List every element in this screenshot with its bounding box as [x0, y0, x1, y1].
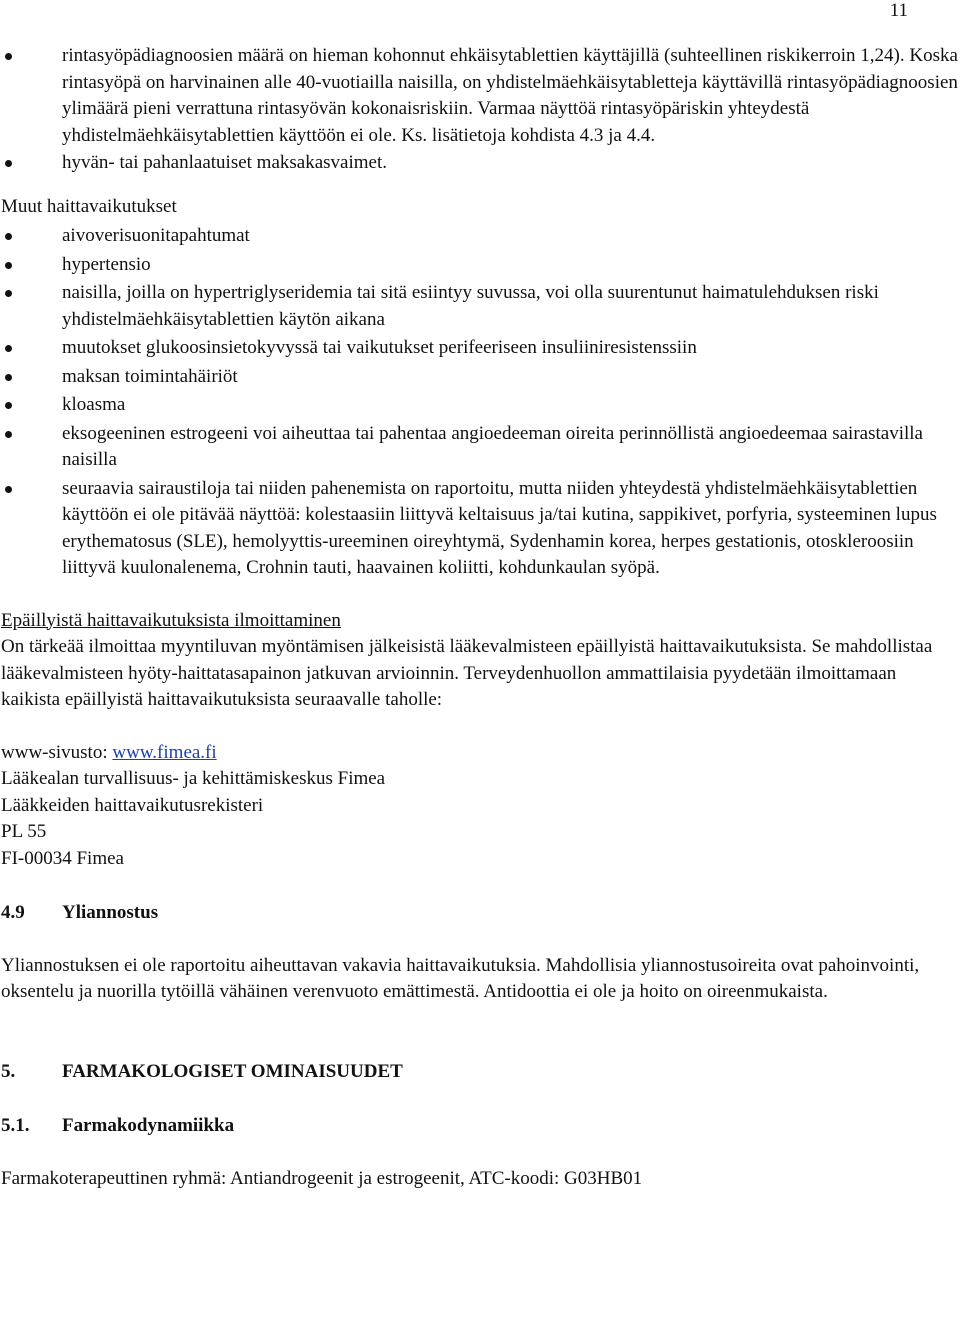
list-item: aivoverisuonitapahtumat [1, 223, 958, 250]
list-item: hypertensio [1, 252, 958, 279]
website-label: www-sivusto: [1, 741, 113, 763]
address-line: Lääkealan turvallisuus- ja kehittämiskeskus Fimea [1, 768, 386, 789]
list-item: kloasma [1, 392, 958, 419]
website-line [1, 740, 958, 767]
page-number: 11 [889, 0, 908, 21]
section-5-heading [1, 1059, 958, 1086]
other-effects-heading: Muut haittavaikutukset [1, 195, 177, 217]
list-item: muutokset glukoosinsietokyvyssä tai vaikutukset perifeeriseen insuliiniresistenssiin [1, 335, 958, 362]
document-body [1, 43, 958, 1192]
section-title: FARMAKOLOGISET OMINAISUUDET [62, 1060, 403, 1082]
section-number: 4.9 [1, 902, 25, 923]
list-item: maksan toimintahäiriöt [1, 364, 958, 391]
address-line: Lääkkeiden haittavaikutusrekisteri [1, 794, 264, 816]
section-5-1-heading [1, 1113, 958, 1140]
section-number: 5.1. [1, 1115, 30, 1136]
reporting-heading: Epäillyistä haittavaikutuksista ilmoittaminen [1, 609, 341, 631]
list-item: hyvän- tai pahanlaatuiset maksakasvaimet. [1, 150, 958, 177]
overdose-paragraph: Yliannostuksen ei ole raportoitu aiheuttavan vakavia haittavaikutuksia. Mahdollisia yliannostusoireita ovat pahoinvointi, oksentelu ja nuorilla tytöillä vähäinen verenvuoto emättimestä. Antidoottia ei ole ja hoito on oireenmukaista. [1, 954, 920, 1002]
top-bullet-list [1, 43, 958, 177]
list-item: rintasyöpädiagnoosien määrä on hieman kohonnut ehkäisytablettien käyttäjillä (suhteellinen riskikerroin 1,24). Koska rintasyöpä on harvinainen alle 40-vuotiailla naisilla, on yhdistelmäehkäisytabletteja käyttävillä rintasyöpädiagnoosien ylimäärä pieni verrattuna rintasyövän kokonaisriskiin. Varmaa näyttöä rintasyöpäriskin yhteydestä yhdistelmäehkäisytablettien käyttöön ei ole. Ks. lisätietoja kohdista 4.3 ja 4.4. [1, 43, 958, 149]
address-line: PL 55 [1, 821, 47, 842]
list-item: naisilla, joilla on hypertriglyseridemia tai sitä esiintyy suvussa, voi olla suurentunut haimatulehduksen riski yhdistelmäehkäisytablettien käytön aikana [1, 280, 958, 333]
list-item: seuraavia sairaustiloja tai niiden pahenemista on raportoitu, mutta niiden yhteydestä yhdistelmäehkäisytablettien käyttöön ei ole pitävää näyttöä: kolestaasiin liittyvä keltaisuus ja/tai kutina, sappikivet, porfyria, systeeminen lupus erythematosus (SLE), hemolyyttis-ureeminen oireyhtymä, Sydenhamin korea, herpes gestationis, otoskleroosiin liittyvä kuulonalenema, Crohnin tauti, haavainen koliitti, kohdunkaulan syöpä. [1, 476, 958, 582]
reporting-paragraph: On tärkeää ilmoittaa myyntiluvan myöntämisen jälkeisistä lääkevalmisteen epäillyistä haittavaikutuksista. Se mahdollistaa lääkevalmisteen hyöty-haittatasapainon jatkuvan arvioinnin. Terveydenhuollon ammattilaisia pyydetään ilmoittamaan kaikista epäillyistä haittavaikutuksista seuraavalle taholle: [1, 636, 933, 710]
section-title: Farmakodynamiikka [62, 1115, 235, 1136]
other-effects-list [1, 223, 958, 582]
pharmacotherapy-line: Farmakoterapeuttinen ryhmä: Antiandrogeenit ja estrogeenit, ATC-koodi: G03HB01 [1, 1167, 643, 1189]
list-item: eksogeeninen estrogeeni voi aiheuttaa tai pahentaa angioedeeman oireita perinnöllistä angioedeemaa sairastavilla naisilla [1, 421, 958, 474]
address-line: FI-00034 Fimea [1, 847, 124, 869]
section-title: Yliannostus [62, 902, 159, 923]
overdose-heading [1, 900, 958, 927]
fimea-link[interactable]: www.fimea.fi [112, 741, 217, 763]
section-number: 5. [1, 1060, 16, 1082]
